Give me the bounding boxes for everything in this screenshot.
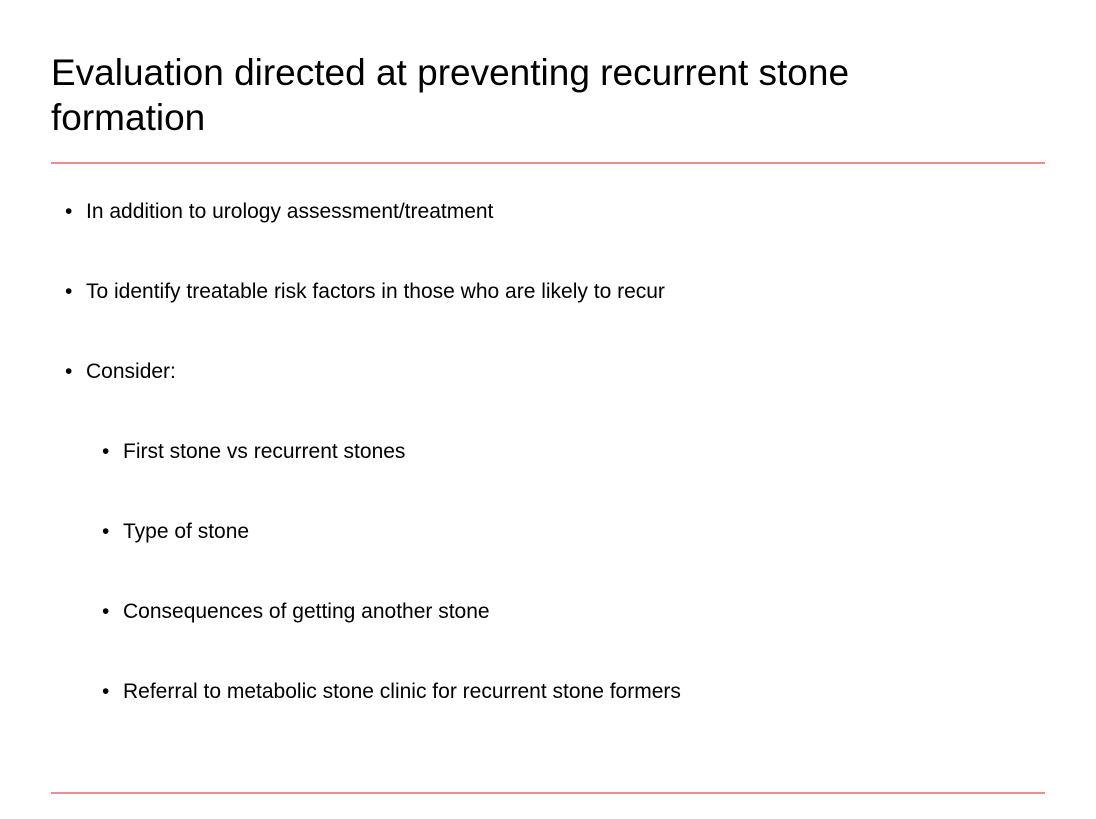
sub-bullet-text: Referral to metabolic stone clinic for recurrent stone formers	[123, 680, 681, 703]
sub-bullet-text: First stone vs recurrent stones	[123, 440, 406, 463]
bullet-icon: •	[102, 680, 110, 703]
footer-divider	[51, 792, 1045, 794]
bullet-icon: •	[65, 200, 73, 223]
sub-bullet-text: Consequences of getting another stone	[123, 600, 490, 623]
bullet-icon: •	[102, 520, 110, 543]
bullet-icon: •	[65, 280, 73, 303]
bullet-icon: •	[102, 600, 110, 623]
bullet-text: Consider:	[86, 360, 176, 383]
slide-title: Evaluation directed at preventing recurrent stone formation	[51, 52, 850, 138]
bullet-text: To identify treatable risk factors in those who are likely to recur	[86, 280, 665, 303]
sub-bullet-text: Type of stone	[123, 520, 250, 543]
bullet-icon: •	[65, 360, 73, 383]
title-divider	[51, 162, 1045, 164]
bullet-icon: •	[102, 440, 110, 463]
bullet-text: In addition to urology assessment/treatment	[86, 200, 494, 223]
